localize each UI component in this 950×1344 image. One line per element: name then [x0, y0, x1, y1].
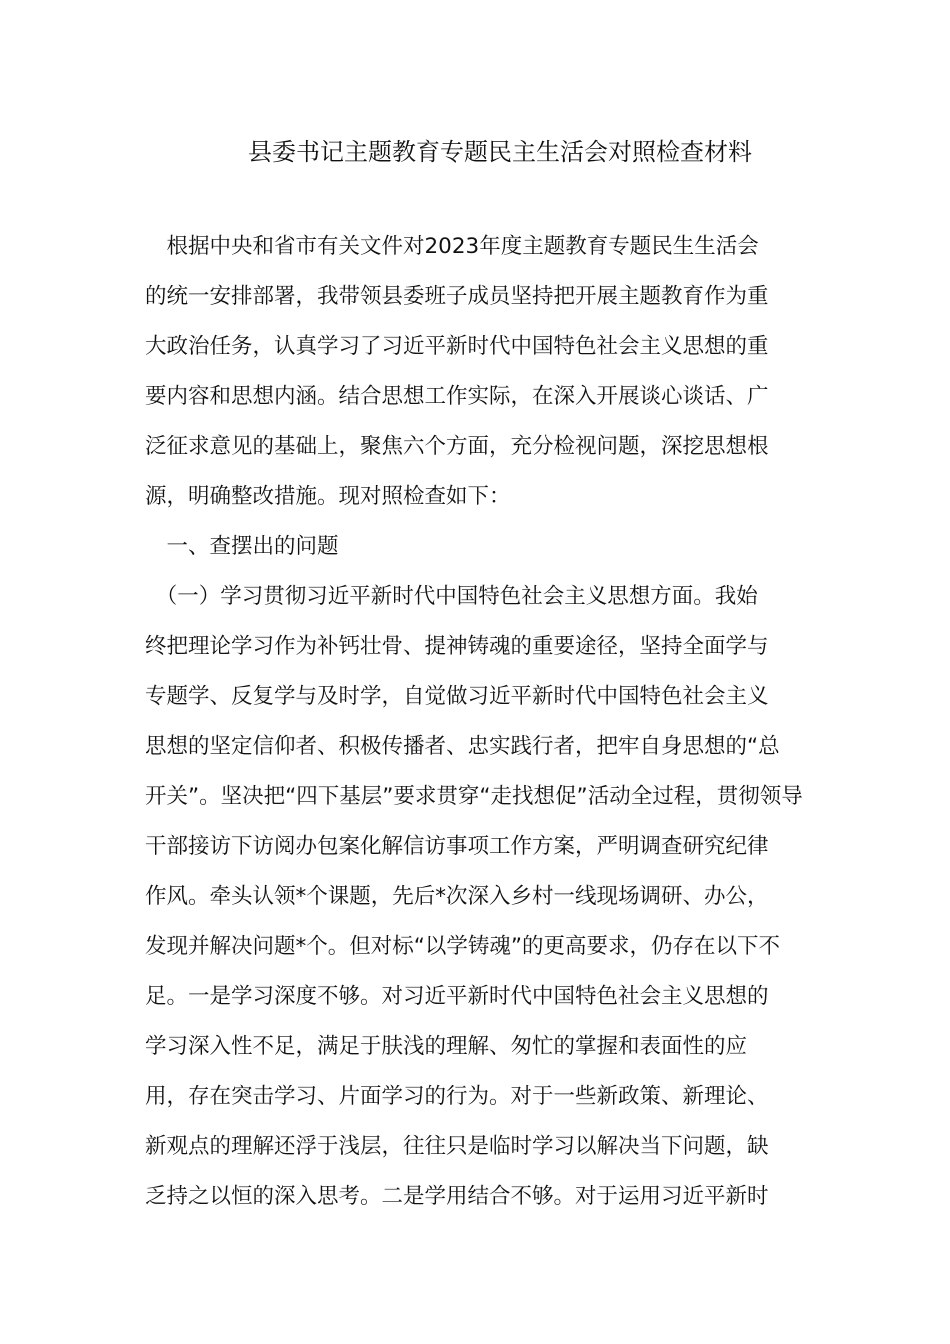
body-line: 作风。牵头认领*个课题，先后*次深入乡村一线现场调研、办公， [145, 884, 769, 909]
body-line: 乏持之以恒的深入思考。二是学用结合不够。对于运用习近平新时 [145, 1184, 769, 1209]
body-line: 大政治任务，认真学习了习近平新时代中国特色社会主义思想的重 [145, 334, 769, 359]
body-line: 用，存在突击学习、片面学习的行为。对于一些新政策、新理论、 [145, 1084, 769, 1109]
body-line: 干部接访下访阅办包案化解信访事项工作方案，严明调查研究纪律 [145, 834, 769, 859]
document-title: 县委书记主题教育专题民主生活会对照检查材料 [248, 138, 752, 166]
body-line: 泛征求意见的基础上，聚焦六个方面，充分检视问题，深挖思想根 [145, 434, 769, 459]
body-line: 开关”。坚决把“四下基层”要求贯穿“走找想促”活动全过程，贯彻领导 [145, 784, 803, 809]
body-line: 专题学、反复学与及时学，自觉做习近平新时代中国特色社会主义 [145, 684, 769, 709]
body-line: 要内容和思想内涵。结合思想工作实际，在深入开展谈心谈话、广 [145, 384, 769, 409]
body-line: 的统一安排部署，我带领县委班子成员坚持把开展主题教育作为重 [145, 284, 769, 309]
body-line: 发现并解决问题*个。但对标“以学铸魂”的更高要求，仍存在以下不 [145, 934, 781, 959]
section-heading: 一、查摆出的问题 [145, 534, 339, 559]
body-line: 终把理论学习作为补钙壮骨、提神铸魂的重要途径，坚持全面学与 [145, 634, 769, 659]
body-line: 源，明确整改措施。现对照检查如下： [145, 484, 511, 509]
body-line: 思想的坚定信仰者、积极传播者、忠实践行者，把牢自身思想的“总 [145, 734, 780, 759]
body-line: （一）学习贯彻习近平新时代中国特色社会主义思想方面。我始 [145, 584, 758, 609]
body-line: 根据中央和省市有关文件对2023年度主题教育专题民生生活会 [145, 234, 759, 259]
body-line: 新观点的理解还浮于浅层，往往只是临时学习以解决当下问题，缺 [145, 1134, 769, 1159]
body-line: 足。一是学习深度不够。对习近平新时代中国特色社会主义思想的 [145, 984, 769, 1009]
body-line: 学习深入性不足，满足于肤浅的理解、匆忙的掌握和表面性的应 [145, 1034, 748, 1059]
